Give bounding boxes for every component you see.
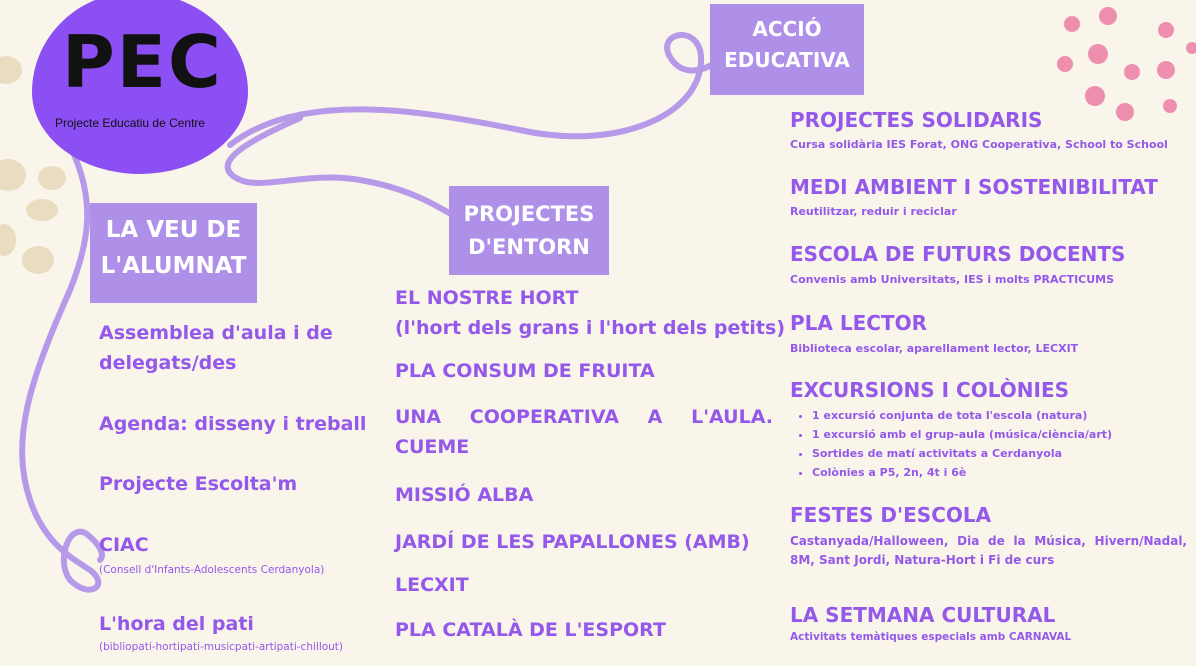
section-desc: 8M, Sant Jordi, Natura-Hort i Fi de curs [790, 553, 1055, 567]
list-item: Assemblea d'aula i de [99, 322, 333, 344]
list-item: • 1 excursió amb el grup-aula (música/ciència/art) [812, 425, 1112, 444]
list-item-note: (bibliopati-hortipati-musicpati-artipati-chillout) [99, 641, 344, 653]
list-item: delegats/des [99, 352, 237, 374]
tag-line: EDUCATIVA [724, 48, 850, 72]
list-item: L'hora del pati [99, 613, 254, 635]
tag-projectes-entorn [449, 186, 609, 275]
tag-line: LA VEU DE [105, 217, 242, 243]
list-item: PLA CATALÀ DE L'ESPORT [395, 619, 666, 641]
list-item: • 1 excursió conjunta de tota l'escola (natura) [812, 406, 1112, 425]
section-heading: ESCOLA DE FUTURS DOCENTS [790, 242, 1126, 266]
list-item: Agenda: disseny i treball [99, 413, 367, 435]
excursions-list [790, 406, 1112, 482]
section-desc: Biblioteca escolar, aparellament lector, LECXIT [790, 342, 1079, 355]
list-item: • Sortides de matí activitats a Cerdanyola [812, 444, 1112, 463]
list-item: MISSIÓ ALBA [395, 484, 534, 506]
connector-line [230, 35, 730, 145]
list-item: Projecte Escolta'm [99, 473, 298, 495]
section-heading: MEDI AMBIENT I SOSTENIBILITAT [790, 175, 1158, 199]
tag-la-veu-alumnat [90, 203, 257, 303]
tag-line: PROJECTES [463, 202, 595, 226]
section-desc: Reutilitzar, reduir i reciclar [790, 205, 957, 218]
section-heading: LA SETMANA CULTURAL [790, 603, 1056, 627]
section-heading: EXCURSIONS I COLÒNIES [790, 378, 1070, 402]
list-item: • Colònies a P5, 2n, 4t i 6è [812, 463, 1112, 482]
section-desc: Convenis amb Universitats, IES i molts PRACTICUMS [790, 273, 1115, 286]
list-item: UNA COOPERATIVA A L'AULA. [395, 406, 773, 428]
section-desc: Activitats temàtiques especials amb CARNAVAL [790, 631, 1072, 643]
section-desc: Cursa solidària IES Forat, ONG Cooperativa, School to School [790, 138, 1168, 151]
section-heading: FESTES D'ESCOLA [790, 503, 992, 527]
section-heading: PLA LECTOR [790, 311, 927, 335]
section-heading: PROJECTES SOLIDARIS [790, 108, 1043, 132]
pec-subtitle: Projecte Educatiu de Centre [55, 116, 206, 130]
pec-title: PEC [62, 20, 223, 104]
list-item: CUEME [395, 436, 470, 458]
tag-line: L'ALUMNAT [100, 252, 247, 279]
list-item: LECXIT [395, 574, 469, 596]
list-item: JARDÍ DE LES PAPALLONES (AMB) [395, 531, 750, 553]
list-item: EL NOSTRE HORT [395, 287, 579, 309]
tag-line: D'ENTORN [468, 234, 590, 259]
list-item: (l'hort dels grans i l'hort dels petits) [395, 317, 786, 339]
tag-accio-educativa [710, 4, 864, 95]
list-item: CIAC [99, 534, 149, 556]
section-desc: Castanyada/Halloween, Dia de la Música, Hivern/Nadal, [790, 534, 1187, 548]
list-item-note: (Consell d'Infants-Adolescents Cerdanyola) [99, 564, 325, 576]
list-item: PLA CONSUM DE FRUITA [395, 360, 655, 382]
pink-dots-decoration [1057, 7, 1196, 121]
tag-line: ACCIÓ [752, 17, 822, 41]
connector-line-2 [228, 118, 470, 225]
